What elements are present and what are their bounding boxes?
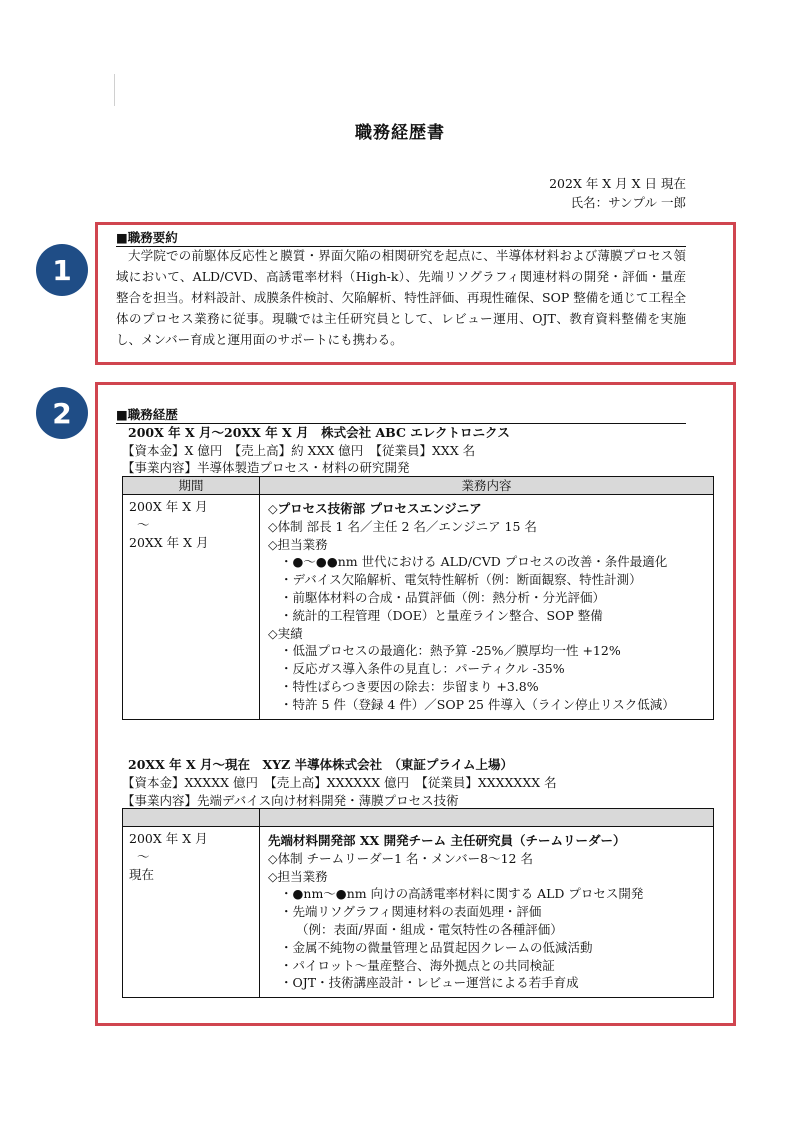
job2-period: 200X 年 X 月 ～ 現在 [123, 827, 260, 998]
badge-1: 1 [36, 244, 88, 296]
job1-result: ・特許 5 件（登録 4 件）／SOP 25 件導入（ライン停止リスク低減） [280, 696, 675, 712]
page-title: 職務経歴書 [355, 123, 445, 143]
badge-2: 2 [36, 387, 88, 439]
job1-period: 200X 年 X 月 ～ 20XX 年 X 月 [123, 495, 260, 720]
job2-duty: ・金属不純物の微量管理と品質起因クレームの低減活動 [280, 939, 593, 955]
job2-duty: （例：表面/界面・組成・電気特性の各種評価） [296, 921, 563, 937]
job2-company-info: 【資本金】XXXXX 億円 【売上高】XXXXXX 億円 【従業員】XXXXXXX 名 [122, 775, 557, 790]
job2-duty: ・●nm～●nm 向けの高誘電率材料に関する ALD プロセス開発 [280, 886, 644, 902]
job1-duty: ・前駆体材料の合成・品質評価（例：熱分析・分光評価） [280, 589, 606, 605]
job2-duty: ・先端リソグラフィ関連材料の表面処理・評価 [280, 904, 542, 920]
job2-header: 20XX 年 X 月～現在 XYZ 半導体株式会社 （東証プライム上場） [128, 757, 514, 772]
job2-duty: ・パイロット～量産整合、海外拠点との共同検証 [280, 957, 555, 973]
job1-duty: ・●～●●nm 世代における ALD/CVD プロセスの改善・条件最適化 [280, 554, 668, 570]
job1-duty: ・デバイス欠陥解析、電気特性解析（例：断面観察、特性計測） [280, 572, 642, 588]
job2-table [122, 808, 714, 998]
period-column-header: 期間 [123, 477, 260, 495]
job1-header: 200X 年 X 月～20XX 年 X 月 株式会社 ABC エレクトロニクス [128, 425, 510, 440]
summary-text: 大学院での前駆体反応性と膜質・界面欠陥の相関研究を起点に、半導体材料および薄膜プロセス領域において、ALD/CVD、高誘電率材料（High-k）、先端リソグラフィ関連材料の開発・評価・量産整合を担当。材料設計、成膜条件検討、欠陥解析、特性評価、再現性確保、SOP 整備を通じて工程全体のプロセス業務に従事。現職では主任研究員として、レビュー運用、OJT、教育資料整備を実施し、メンバー育成と運用面のサポートにも携わる。 [116, 248, 686, 347]
summary-heading: ■職務要約 [116, 228, 686, 247]
job1-duty: ・統計的工程管理（DOE）と量産ライン整合、SOP 整備 [280, 607, 603, 623]
career-heading: ■職務経歴 [116, 405, 686, 424]
document-date: 202X 年 X 月 X 日 現在 [549, 176, 686, 191]
job2-content-column-header [260, 809, 714, 827]
job2-duty: ・OJT・技術講座設計・レビュー運営による若手育成 [280, 975, 579, 991]
job1-results-label: ◇実績 [268, 625, 303, 641]
job2-duties-label: ◇担当業務 [268, 868, 328, 884]
job2-period-column-header [123, 809, 260, 827]
job1-content [260, 495, 714, 720]
job1-company-info: 【資本金】X 億円 【売上高】約 XXX 億円 【従業員】XXX 名 [122, 443, 476, 458]
job1-table [122, 476, 714, 720]
job2-business: 【事業内容】先端デバイス向け材料開発・薄膜プロセス技術 [122, 793, 459, 808]
job2-content [260, 827, 714, 998]
margin-mark [114, 74, 115, 106]
job1-duties-label: ◇担当業務 [268, 536, 328, 552]
job2-structure: ◇体制 チームリーダー1 名・メンバー8～12 名 [268, 850, 533, 866]
job1-result: ・特性ばらつき要因の除去：歩留まり +3.8% [280, 678, 539, 694]
job1-structure: ◇体制 部長 1 名／主任 2 名／エンジニア 15 名 [268, 518, 537, 534]
author-name: 氏名：サンプル 一郎 [570, 195, 686, 210]
job1-result: ・低温プロセスの最適化：熱予算 -25%／膜厚均一性 +12% [280, 643, 621, 659]
job1-role: ◇プロセス技術部 プロセスエンジニア [268, 501, 482, 516]
job2-role: 先端材料開発部 XX 開発チーム 主任研究員（チームリーダー） [268, 833, 626, 848]
job1-result: ・反応ガス導入条件の見直し：パーティクル -35% [280, 661, 565, 677]
content-column-header: 業務内容 [260, 477, 714, 495]
job1-business: 【事業内容】半導体製造プロセス・材料の研究開発 [122, 460, 410, 475]
